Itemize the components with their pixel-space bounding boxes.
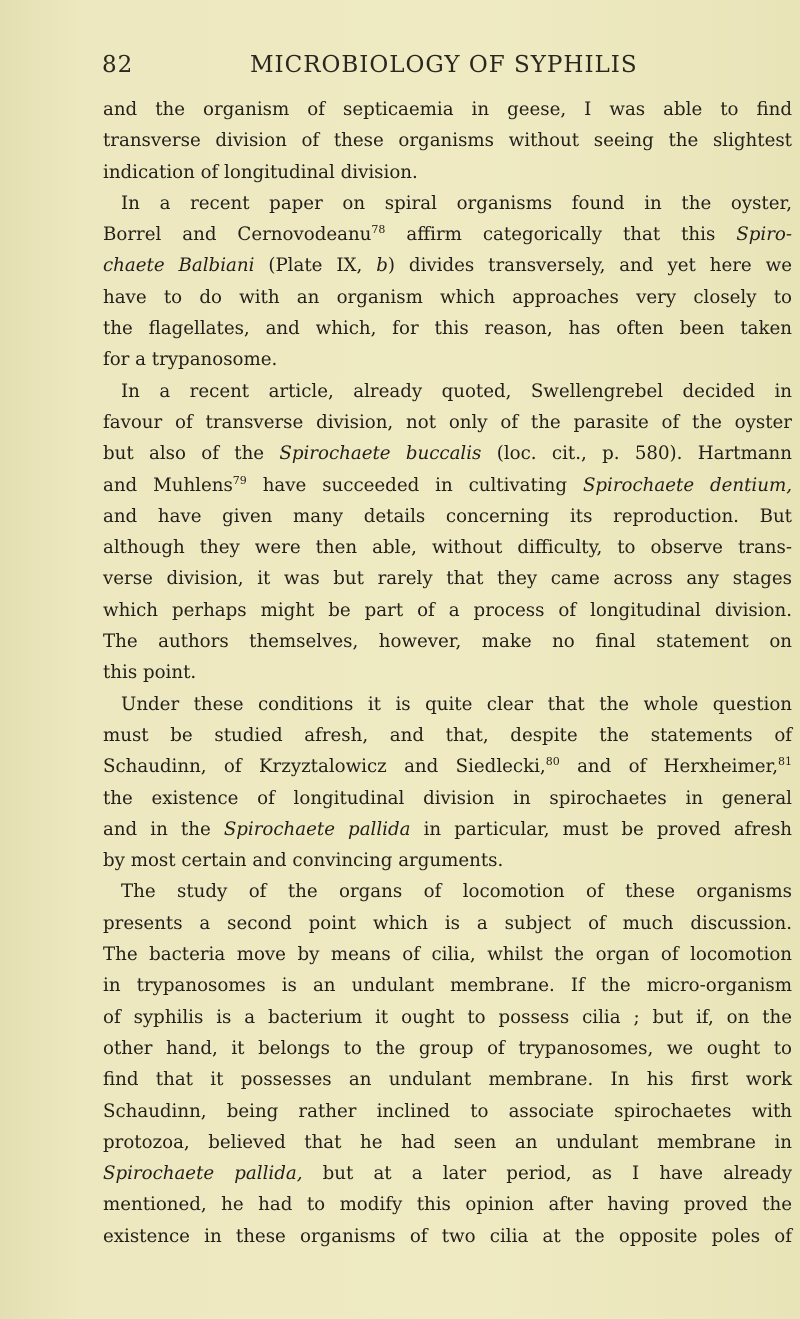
text-line: chaete Balbiani (Plate IX, b) divides transversely, and yet here we [103,255,792,277]
text-line: although they were then able, without difficulty, to observe trans- [103,537,792,559]
text-line: The study of the organs of locomotion of these organisms [121,881,792,903]
text-line: protozoa, believed that he had seen an undulant membrane in [103,1131,792,1153]
body-text [103,94,792,1252]
text-line: and the organism of septicaemia in geese, I was able to find [103,99,792,120]
text-line: In a recent paper on spiral organisms found in the oyster, [121,192,792,214]
text-line: Under these conditions it is quite clear that the whole question [121,693,792,715]
text-line: and Muhlens$^{79}$ have succeeded in cultivating Spirochaete dentium, [103,473,792,496]
text-line: but also of the Spirochaete buccalis (loc. cit., p. 580). Hartmann [103,443,792,465]
text-line: indication of longitudinal division. [103,161,418,183]
text-line: must be studied afresh, and that, despite the statements of [103,724,792,746]
text-line: this point. [103,662,197,684]
text-line: Borrel and Cernovodeanu$^{78}$ affirm categorically that this Spiro- [103,223,792,246]
text-line: In a recent article, already quoted, Swellengrebel decided in [121,380,792,402]
text-line: The bacteria move by means of cilia, whilst the organ of locomotion [103,944,792,966]
footnote-ref-81: 81 [778,755,792,769]
text-line: favour of transverse division, not only of the parasite of the oyster [103,411,792,433]
page-number: 82 [102,52,134,78]
text-line: find that it possesses an undulant membrane. In his first work [103,1069,792,1091]
text-line: have to do with an organism which approaches very closely to [103,286,792,308]
text-line: which perhaps might be part of a process of longitudinal division. [103,599,792,621]
text-line: existence in these organisms of two cilia at the opposite poles of [103,1225,792,1247]
text-line: by most certain and convincing arguments. [103,850,504,872]
text-line: mentioned, he had to modify this opinion after having proved the [103,1194,792,1216]
footnote-ref-78: 78 [371,223,386,237]
running-title: MICROBIOLOGY OF SYPHILIS [250,52,638,78]
text-line: presents a second point which is a subject of much discussion. [103,912,792,934]
text-line: Schaudinn, being rather inclined to associate spirochaetes with [103,1100,792,1122]
text-line: Spirochaete pallida, but at a later period, as I have already [103,1163,792,1185]
footnote-ref-79: 79 [232,473,247,487]
text-line: in trypanosomes is an undulant membrane. If the micro-organism [103,975,792,997]
text-line: the existence of longitudinal division in spirochaetes in general [103,787,792,809]
text-line: other hand, it belongs to the group of trypanosomes, we ought to [103,1037,792,1059]
text-line: transverse division of these organisms without seeing the slightest [103,130,792,152]
page-header [100,52,740,92]
text-line: The authors themselves, however, make no final statement on [103,631,792,653]
footnote-ref-80: 80 [545,755,560,769]
text-line: and in the Spirochaete pallida in particular, must be proved afresh [103,818,792,840]
text-line: and have given many details concerning its reproduction. But [103,505,792,527]
text-line: of syphilis is a bacterium it ought to possess cilia ; but if, on the [103,1006,792,1028]
text-line: the flagellates, and which, for this reason, has often been taken [103,318,792,340]
text-line: verse division, it was but rarely that they came across any stages [103,568,792,590]
text-line: for a trypanosome. [103,349,278,371]
text-line: Schaudinn, of Krzyztalowicz and Siedlecki,$^{80}$ and of Herxheimer,$^{81}$ [103,755,792,778]
